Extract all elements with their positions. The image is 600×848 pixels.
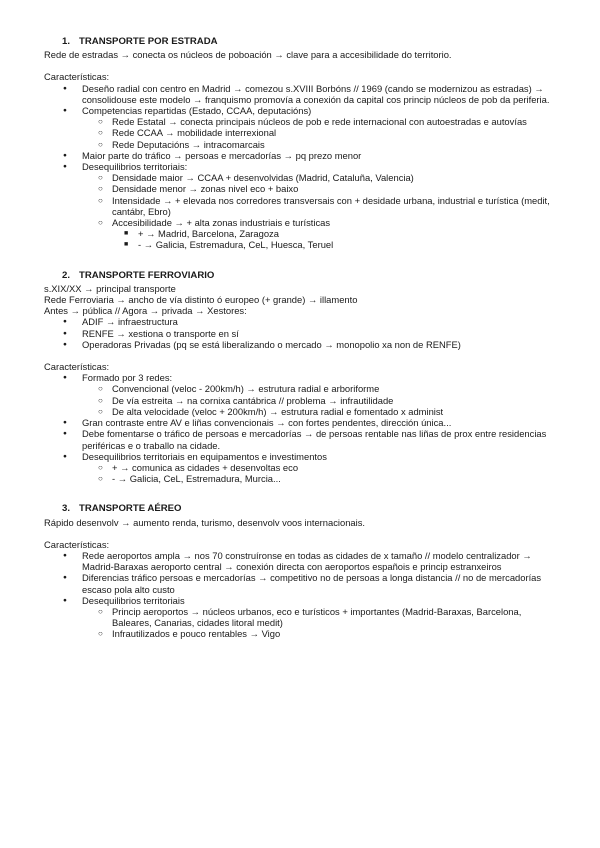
sub-list-item: ○ Rede CCAA → mobilidade interrexional [82, 127, 562, 138]
bullet-list [44, 550, 562, 640]
section-number: 3. [62, 503, 71, 515]
sub-list-item: ○ Infrautilizados e pouco rentables → Vigo [82, 628, 562, 639]
section-title [62, 36, 562, 47]
sub-list-item: ○ Intensidade → + elevada nos corredores transversais con + desidade urbana, industrial e turística (medit, cantábr, Ebro) [82, 195, 562, 217]
section-number: 2. [62, 269, 71, 281]
sub-sub-list-item: ■ + → Madrid, Barcelona, Zaragoza [112, 228, 562, 239]
document-page [44, 36, 562, 640]
sub-list-item: ○ De vía estreita → na cornixa cantábrica // problema → infrautilidade [82, 395, 562, 406]
section-title-text: TRANSPORTE POR ESTRADA [79, 36, 218, 47]
section-air-transport [44, 503, 562, 639]
list-item: ● ADIF → infraestructura [44, 316, 562, 327]
sub-list-item: ○ De alta velocidade (veloc + 200km/h) → estrutura radial e fomentado x administ [82, 406, 562, 417]
bullet-list [44, 83, 562, 251]
list-item: ● RENFE → xestiona o transporte en sí [44, 328, 562, 339]
text-line: Rede Ferroviaria → ancho de vía distinto ó europeo (+ grande) → illamento [44, 294, 358, 306]
sub-list-item [82, 217, 562, 251]
sub-list [82, 172, 562, 250]
list-item: ● Diferencias tráfico persoas e mercadorías → competitivo no de persoas a longa distancia // no de mercadorías escaso pola alto custo [44, 572, 562, 594]
sub-list-item: ○ Rede Deputacións → intracomarcais [82, 139, 562, 150]
list-item: ● Rede aeroportos ampla → nos 70 construíronse en todas as cidades de x tamaño // modelo centralizador → Madrid-Baraxas aeroporto central → conexión directa con aeroportos españois e princip estranxeiros [44, 550, 562, 572]
section-road-transport [44, 36, 562, 251]
list-item-text: Formado por 3 redes: [82, 372, 173, 384]
list-item-text: Desequilibrios territoriais: [82, 161, 188, 173]
sub-list-item: ○ Densidade maior → CCAA + desenvolvidas (Madrid, Cataluña, Valencia) [82, 172, 562, 183]
sub-sub-list-item: ■ - → Galicia, Estremadura, CeL, Huesca, Teruel [112, 239, 562, 250]
list-item-text: Competencias repartidas (Estado, CCAA, deputacións) [82, 105, 312, 117]
section-rail-transport [44, 270, 562, 485]
sub-list-item: ○ + → comunica as cidades + desenvoltas eco [82, 462, 562, 473]
sub-list-item: ○ - → Galicia, CeL, Estremadura, Murcia... [82, 473, 562, 484]
section-title-text: TRANSPORTE FERROVIARIO [79, 269, 215, 281]
list-item [44, 451, 562, 485]
section-number: 1. [62, 36, 71, 47]
list-item: ● Deseño radial con centro en Madrid → comezou s.XVIII Borbóns // 1969 (cando se modernizou as estradas) → consolidouse este modelo → franquismo promovía a conexión da capital cos princip núcleos de pob da periferia. [44, 83, 562, 105]
sub-list [82, 606, 562, 640]
text-line: s.XIX/XX → principal transporte [44, 282, 176, 294]
list-item: ● Maior parte do tráfico → persoas e mercadorías → pq prezo menor [44, 150, 562, 161]
bullet-list [44, 316, 562, 350]
list-item [44, 161, 562, 251]
characteristics-label: Características: [44, 361, 110, 373]
list-item [44, 105, 562, 150]
sub-list-item: ○ Convencional (veloc - 200km/h) → estrutura radial e arboriforme [82, 383, 562, 394]
section-title [62, 270, 562, 281]
list-item [44, 372, 562, 417]
sub-sub-list [112, 228, 562, 250]
sub-list-item: ○ Rede Estatal → conecta principais núcleos de pob e rede internacional con autoestradas e autovías [82, 116, 562, 127]
characteristics-label: Características: [44, 71, 110, 83]
sub-list-item-text: Accesibilidade → + alta zonas industriais e turísticas [112, 217, 331, 229]
list-item: ● Debe fomentarse o tráfico de persoas e mercadorías → de persoas rentable nas liñas de prox entre residencias periféricas e o traballo na cidade. [44, 428, 562, 450]
section-title [62, 503, 562, 514]
characteristics-label: Características: [44, 538, 110, 550]
sub-list-item: ○ Densidade menor → zonas nivel eco + baixo [82, 183, 562, 194]
list-item-text: Desequilibrios territoriais [82, 594, 185, 606]
list-item [44, 595, 562, 640]
section-title-text: TRANSPORTE AÉREO [79, 503, 182, 515]
sub-list [82, 116, 562, 150]
sub-list-item: ○ Princip aeroportos → núcleos urbanos, eco e turísticos + importantes (Madrid-Baraxas, Barcelona, Baleares, Canarias, cidades litoral medit) [82, 606, 562, 628]
list-item: ● Gran contraste entre AV e liñas convencionais → con fortes pendentes, dirección única... [44, 417, 562, 428]
bullet-list [44, 372, 562, 484]
list-item: ● Operadoras Privadas (pq se está liberalizando o mercado → monopolio xa non de RENFE) [44, 339, 562, 350]
intro-text: Rede de estradas → conecta os núcleos de poboación → clave para a accesibilidade do territorio. [44, 49, 452, 61]
sub-list [82, 383, 562, 417]
list-item-text: Desequilibrios territoriais en equipamentos e investimentos [82, 450, 327, 462]
sub-list [82, 462, 562, 484]
text-line: Antes → pública // Agora → privada → Xestores: [44, 305, 247, 317]
intro-text: Rápido desenvolv → aumento renda, turismo, desenvolv voos internacionais. [44, 516, 366, 528]
